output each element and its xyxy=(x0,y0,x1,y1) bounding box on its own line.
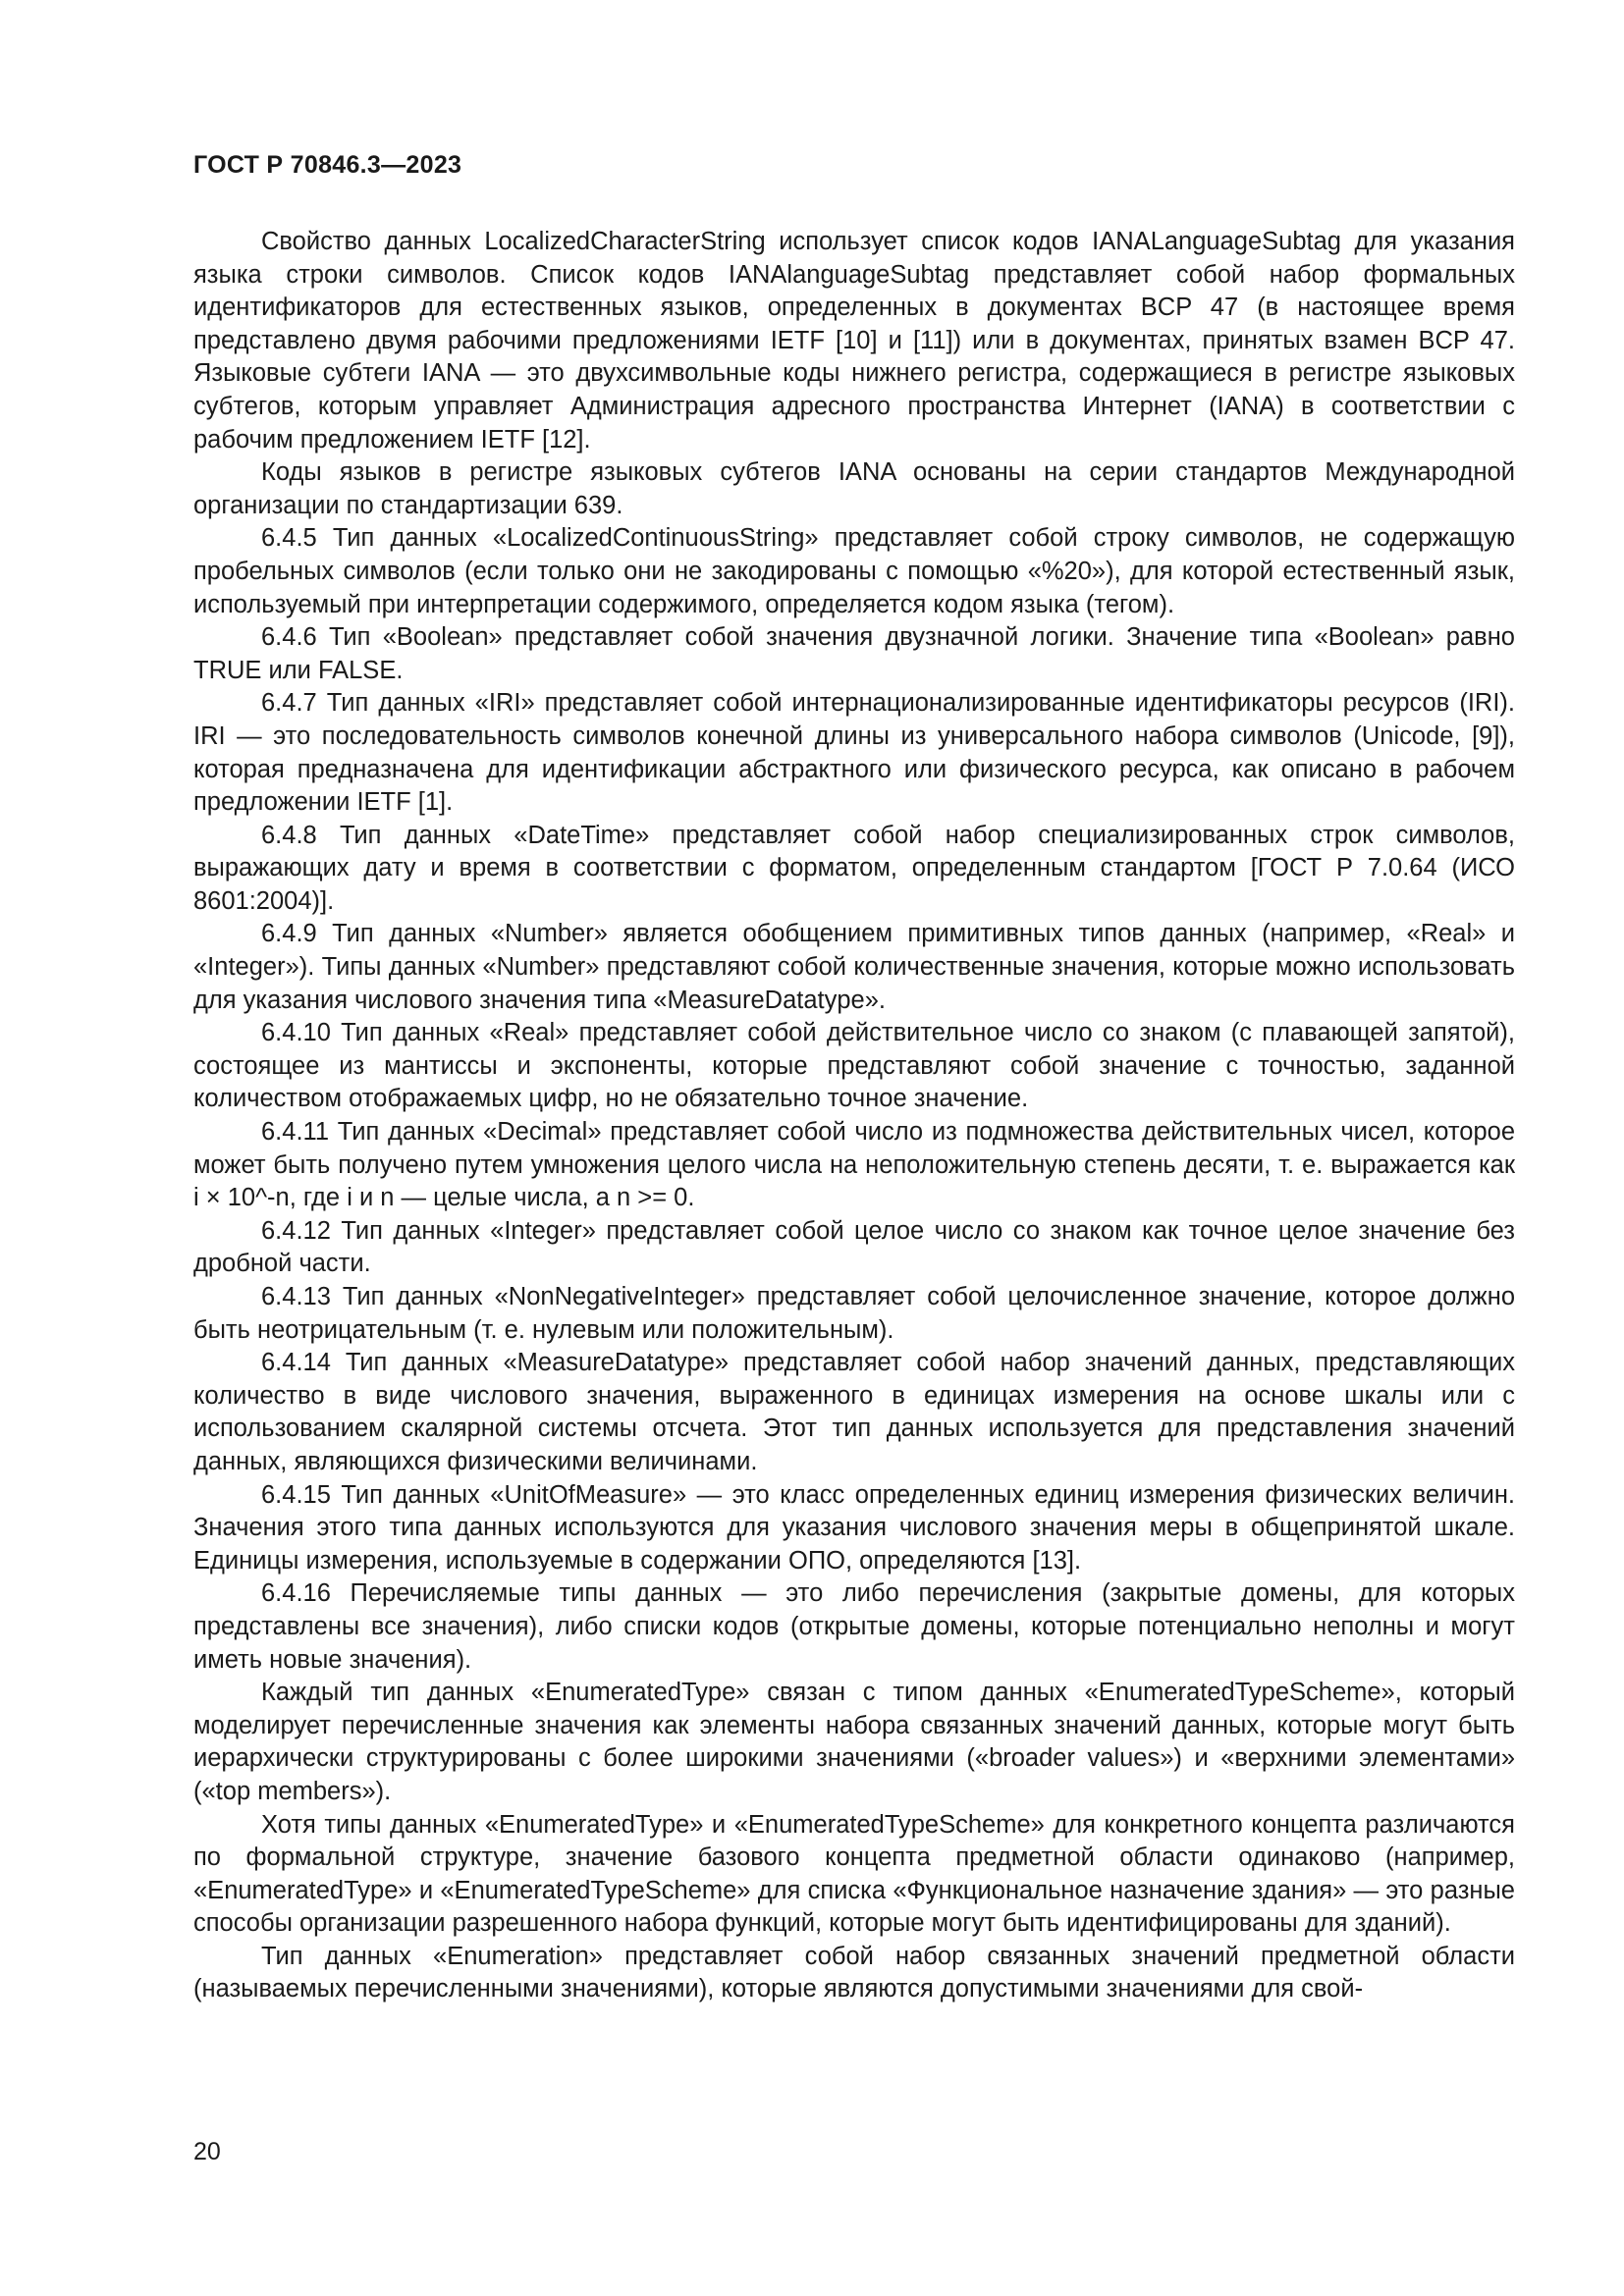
document-body xyxy=(193,226,1515,2006)
paragraph: Хотя типы данных «EnumeratedType» и «EnumeratedTypeScheme» для конкретного концепта различаются по формальной структуре, значение базового концепта предметной области одинаково (например, «EnumeratedType» и «EnumeratedTypeScheme» для списка «Функциональное назначение здания» — это разные способы организации разрешенного набора функций, которые могут быть идентифицированы для зданий). xyxy=(193,1810,1515,1938)
paragraph: Каждый тип данных «EnumeratedType» связан с типом данных «EnumeratedTypeScheme», который моделирует перечисленные значения как элементы набора связанных значений данных, которые могут быть иерархически структурированы с более широкими значениями («broader values») и «верхними элементами» («top members»). xyxy=(193,1679,1515,1805)
paragraph: 6.4.10 Тип данных «Real» представляет собой действительное число со знаком (с плавающей запятой), состоящее из мантиссы и экспоненты, которые представляют собой значение с точностью, заданной количеством отображаемых цифр, но не обязательно точное значение. xyxy=(193,1019,1515,1113)
paragraph: 6.4.12 Тип данных «Integer» представляет собой целое число со знаком как точное целое значение без дробной части. xyxy=(193,1216,1515,1278)
paragraph: 6.4.16 Перечисляемые типы данных — это либо перечисления (закрытые домены, для которых представлены все значения), либо списки кодов (открытые домены, которые потенциально неполны и могут иметь новые значения). xyxy=(193,1579,1515,1674)
paragraph: 6.4.11 Тип данных «Decimal» представляет собой число из подмножества действительных чисел, которое может быть получено путем умножения целого числа на неположительную степень десяти, т. е. выражается как i × 10^-n, где i и n — целые числа, а n >= 0. xyxy=(193,1118,1515,1212)
paragraph: Коды языков в регистре языковых субтегов IANA основаны на серии стандартов Международной организации по стандартизации 639. xyxy=(193,458,1515,519)
paragraph: 6.4.9 Тип данных «Number» является обобщением примитивных типов данных (например, «Real» и «Integer»). Типы данных «Number» представляют собой количественные значения, которые можно использовать для указания числового значения типа «MeasureDatatype». xyxy=(193,920,1515,1014)
paragraph: 6.4.6 Тип «Boolean» представляет собой значения двузначной логики. Значение типа «Boolean» равно TRUE или FALSE. xyxy=(193,623,1515,684)
paragraph: 6.4.14 Тип данных «MeasureDatatype» представляет собой набор значений данных, представляющих количество в виде числового значения, выраженного в единицах измерения на основе шкалы или с использованием скалярной системы отсчета. Этот тип данных используется для представления значений данных, являющихся физическими величинами. xyxy=(193,1349,1515,1475)
paragraph: 6.4.5 Тип данных «LocalizedContinuousString» представляет собой строку символов, не содержащую пробельных символов (если только они не закодированы с помощью «%20»), для которой естественный язык, используемый при интерпретации содержимого, определяется кодом языка (тегом). xyxy=(193,524,1515,618)
paragraph: 6.4.15 Тип данных «UnitOfMeasure» — это класс определенных единиц измерения физических величин. Значения этого типа данных используются для указания числового значения меры в общепринятой шкале. Единицы измерения, используемые в содержании ОПО, определяются [13]. xyxy=(193,1480,1515,1575)
paragraph: 6.4.8 Тип данных «DateTime» представляет собой набор специализированных строк символов, выражающих дату и время в соответствии с форматом, определенным стандартом [ГОСТ Р 7.0.64 (ИСО 8601:2004)]. xyxy=(193,821,1515,915)
paragraph: Свойство данных LocalizedCharacterString использует список кодов IANALanguageSubtag для указания языка строки символов. Список кодов IANAlanguageSubtag представляет собой набор формальных идентификаторов для естественных языков, определенных в документах BCP 47 (в настоящее время представлено двумя рабочими предложениями IETF [10] и [11]) или в документах, принятых взамен BCP 47. Языковые субтеги IANA — это двухсимвольные коды нижнего регистра, содержащиеся в регистре языковых субтегов, которым управляет Администрация адресного пространства Интернет (IANA) в соответствии с рабочим предложением IETF [12]. xyxy=(193,228,1515,454)
paragraph: 6.4.7 Тип данных «IRI» представляет собой интернационализированные идентификаторы ресурсов (IRI). IRI — это последовательность символов конечной длины из универсального набора символов (Unicode, [9]), которая предназначена для идентификации абстрактного или физического ресурса, как описано в рабочем предложении IETF [1]. xyxy=(193,689,1515,817)
page-number: 20 xyxy=(193,2138,221,2165)
paragraph: 6.4.13 Тип данных «NonNegativeInteger» представляет собой целочисленное значение, которое должно быть неотрицательным (т. е. нулевым или положительным). xyxy=(193,1283,1515,1344)
document-code: ГОСТ Р 70846.3—2023 xyxy=(193,151,462,179)
paragraph: Тип данных «Enumeration» представляет собой набор связанных значений предметной области (называемых перечисленными значениями), которые являются допустимыми значениями для свой- xyxy=(193,1942,1515,2003)
